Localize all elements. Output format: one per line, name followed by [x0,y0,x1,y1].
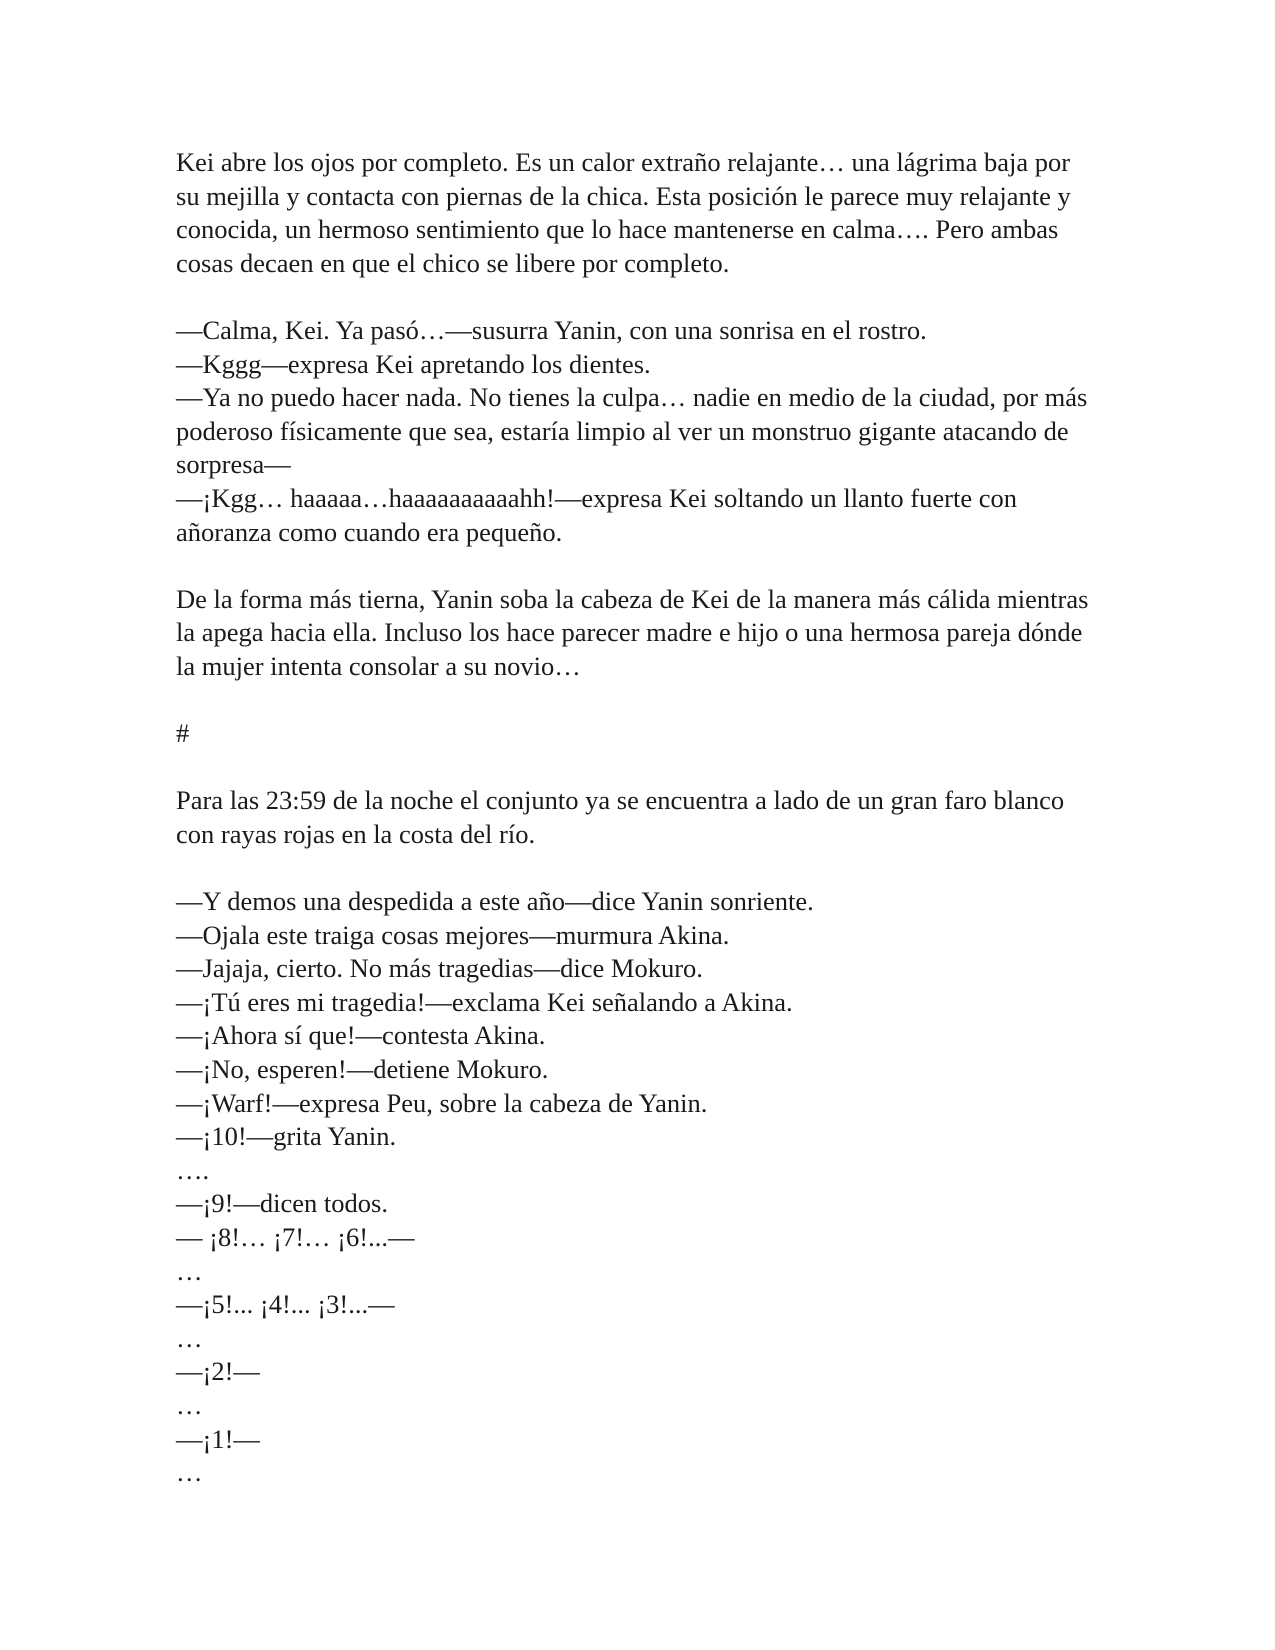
dialogue-line: —Ojala este traiga cosas mejores—murmura Akina. [176,919,730,950]
dialogue-line: —¡Ahora sí que!—contesta Akina. [176,1020,546,1051]
ellipsis-line: … [176,1322,203,1353]
paragraph-lighthouse: Para las 23:59 de la noche el conjunto ya se encuentra a lado de un gran faro blanco con rayas rojas en la costa del río. [176,785,1071,849]
scene-separator: # [176,718,190,749]
dialogue-line: —Kggg—expresa Kei apretando los dientes. [176,348,651,379]
dialogue-line: —¡Warf!—expresa Peu, sobre la cabeza de Yanin. [176,1087,708,1118]
dialogue-line: —¡2!— [176,1356,260,1387]
ellipsis-line: … [176,1389,203,1420]
document-body [176,146,1096,1490]
paragraph-yanin-comforts: De la forma más tierna, Yanin soba la cabeza de Kei de la manera más cálida mientras la apega hacia ella. Incluso los hace parecer madre e hijo o una hermosa pareja dónde la mujer intenta consolar a su novio… [176,583,1096,681]
dialogue-line: —¡Kgg… haaaaa…haaaaaaaaaahh!—expresa Kei soltando un llanto fuerte con añoranza como cuando era pequeño. [176,482,1024,547]
dialogue-line: —Ya no puedo hacer nada. No tienes la culpa… nadie en medio de la ciudad, por más poderoso físicamente que sea, estaría limpio al ver un monstruo gigante atacando de sorpresa— [176,382,1094,480]
dialogue-line: — ¡8!… ¡7!… ¡6!...— [176,1222,415,1252]
dialogue-line: —Calma, Kei. Ya pasó…—susurra Yanin, con una sonrisa en el rostro. [176,314,927,345]
dialogue-line: —¡5!... ¡4!... ¡3!...— [176,1289,395,1320]
ellipsis-line: … [176,1457,203,1488]
dialogue-line: —¡10!—grita Yanin. [176,1121,397,1152]
dialogue-line: —Jajaja, cierto. No más tragedias—dice Mokuro. [176,953,703,984]
dialogue-block-countdown [176,885,1096,1490]
dialogue-line: —¡9!—dicen todos. [176,1188,388,1219]
dialogue-line: —¡1!— [176,1423,260,1454]
paragraph-kei-opens-eyes: Kei abre los ojos por completo. Es un calor extraño relajante… una lágrima baja por su mejilla y contacta con piernas de la chica. Esta posición le parece muy relajante y conocida, un hermoso sentimiento que lo hace mantenerse en calma…. Pero ambas cosas decaen en que el chico se libere por completo. [176,147,1078,278]
dialogue-line: —¡Tú eres mi tragedia!—exclama Kei señalando a Akina. [176,986,793,1017]
dialogue-line: —Y demos una despedida a este año—dice Yanin sonriente. [176,886,814,917]
ellipsis-line: …. [176,1154,210,1185]
dialogue-line: —¡No, esperen!—detiene Mokuro. [176,1054,549,1085]
ellipsis-line: … [176,1255,203,1286]
dialogue-block-consolation [176,314,1096,549]
